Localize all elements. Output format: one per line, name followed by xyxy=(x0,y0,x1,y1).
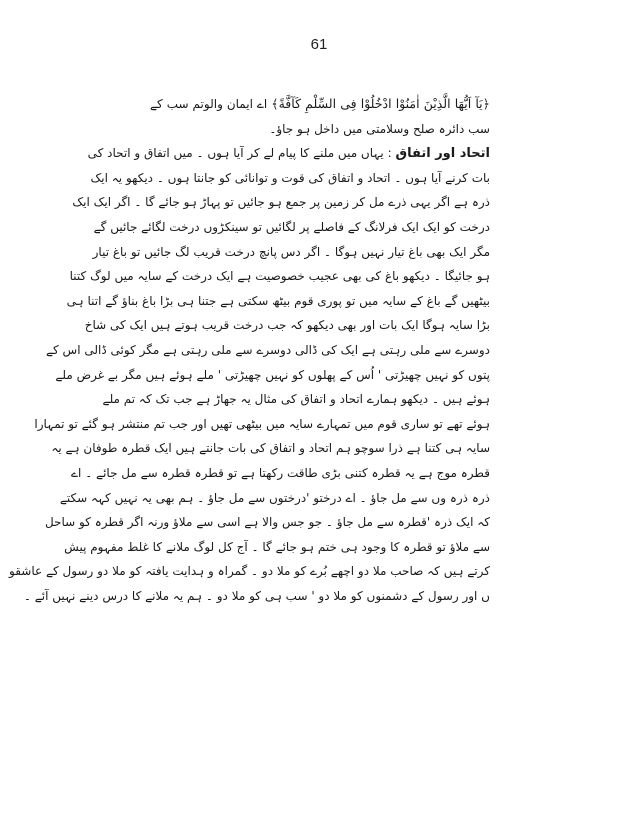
page-body xyxy=(9,92,490,608)
text-line: سایہ ہی کتنا ہے ذرا سوچو ہم اتحاد و اتفاق کی بات جانتے ہیں ایک قطرہ طوفان ہے یہ xyxy=(51,441,490,456)
text-line: قطرہ موج ہے یہ قطرہ کتنی بڑی طاقت رکھتا ہے تو قطرہ قطرہ سے مل جائے ۔ اے xyxy=(71,465,490,480)
unity-paragraph xyxy=(9,141,490,608)
verse-line xyxy=(150,92,490,117)
text-line: ذرہ ہے اگر یہی ذرے مل کر زمین پر جمع ہو جائیں تو پہاڑ ہو جائے گا ۔ اگر ایک ایک xyxy=(72,195,490,210)
text-line: سے ملاؤ تو قطرہ کا وجود ہی ختم ہو جائے گا ۔ آج کل لوگ ملانے کا غلط مفہوم پیش xyxy=(64,539,490,554)
text-line: بڑا سایہ ہوگا ایک بات اور بھی دیکھو کہ جب درخت قریب ہوتے ہیں ایک کی شاخ xyxy=(84,318,490,333)
text-line: ہوئے تھے تو ساری قوم میں تمہارے سایہ میں بیٹھی تھیں اور جب تم منتشر ہو گئے تو تمہارا xyxy=(34,416,490,431)
text-line: دوسرے سے ملی رہتی ہے ایک کی ڈالی دوسرے سے ملی رہتی ہے مگر کوئی ڈالی اس کے xyxy=(46,342,490,357)
text-line: ہو جائیگا ۔ دیکھو باغ کی بھی عجیب خصوصیت ہے ایک درخت کے سایہ میں لوگ کتنا xyxy=(69,269,490,284)
text-line: مگر ایک بھی باغ تیار نہیں ہوگا ۔ اگر دس پانچ درخت قریب لگ جائیں تو باغ تیار xyxy=(92,244,490,259)
text-line: کہ ایک ذرہ 'قطرہ سے مل جاؤ ۔ جو جس والا ہے اسی سے ملاؤ ورنہ اگر قطرہ کو ساحل xyxy=(44,515,490,530)
section-heading: اتحاد اور اتفاق xyxy=(395,146,490,162)
paragraph-text: : یہاں میں ملنے کا پیام لے کر آیا ہوں ۔ میں اتفاق و اتحاد کی xyxy=(87,146,392,161)
verse-paragraph xyxy=(150,92,490,141)
text-line: ہوئے ہیں ۔ دیکھو ہمارے اتحاد و اتفاق کی مثال یہ جھاڑ ہے جب تک کہ تم ملے xyxy=(102,392,490,407)
verse-translation-start: اے ایمان والوتم سب کے xyxy=(150,97,268,111)
text-line: ں اور رسول کے دشمنوں کو ملا دو ' سب ہی کو ملا دو ۔ ہم یہ ملانے کا درس دینے نہیں آئے ۔ xyxy=(23,588,490,603)
page-number: 61 xyxy=(310,36,328,53)
text-line: بیٹھیں گے باغ کے سایہ میں تو پوری قوم بیٹھ سکتی ہے جتنا ہی بڑا باغ بناؤ گے اتنا ہی xyxy=(66,293,490,308)
text-line: درخت کو ایک ایک فرلانگ کے فاصلے پر لگائیں تو سینکڑوں درخت لگائے جائیں گے xyxy=(93,219,490,234)
quranic-verse: ﴿يَآ اَيُّهَا الَّذِيْنَ اٰمَنُوْا ادْخُلُوْا فِى السِّلْمِ كَآفَّةً﴾ xyxy=(271,96,490,111)
text-line: ذرہ ذرہ وں سے مل جاؤ ۔ اے درختو 'درختوں سے مل جاؤ ۔ ہم بھی یہ نہیں کہہ سکتے xyxy=(59,490,490,505)
unity-first-line xyxy=(87,141,490,166)
text-line: کرتے ہیں کہ صاحب ملا دو اچھے بُرے کو ملا دو ۔ گمراہ و ہدایت یافتہ کو ملا دو رسول کے عاشقو xyxy=(9,564,490,579)
text-line: پتوں کو نہیں چھیڑتی ' اُس کے پھلوں کو نہیں چھیڑتی ' ملے ہوئے ہیں مگر بے غرض ملے xyxy=(55,367,490,382)
verse-translation-end: سب دائرہ صلح وسلامتی میں داخل ہو جاؤ۔ xyxy=(269,121,490,136)
text-line: بات کرنے آیا ہوں ۔ اتحاد و اتفاق کی قوت و توانائی کو جانتا ہوں ۔ دیکھو یہ ایک xyxy=(90,170,490,185)
